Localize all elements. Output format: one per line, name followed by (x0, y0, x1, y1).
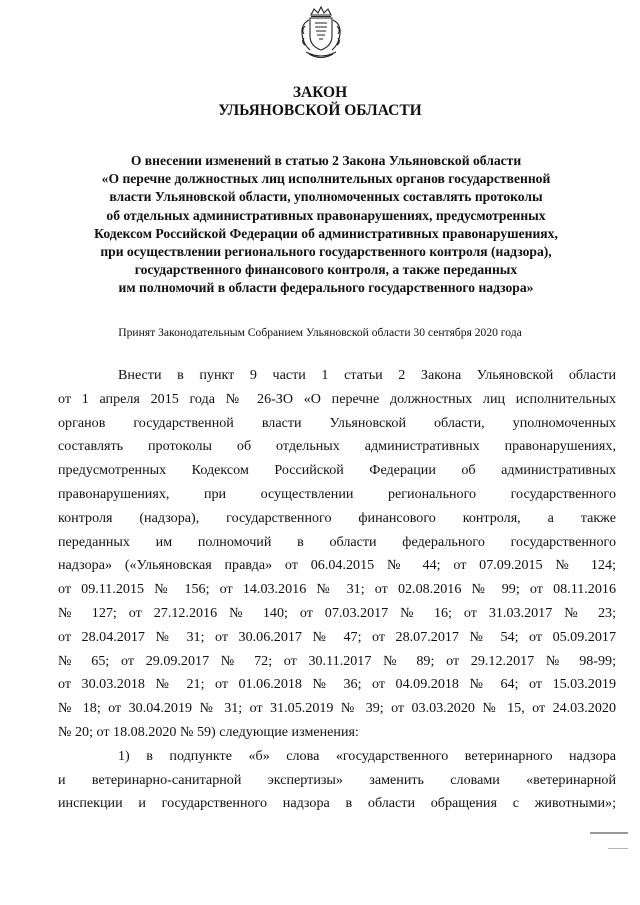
body-line: от 28.04.2017 № 31; от 30.06.2017 № 47; от 28.07.2017 № 54; от 05.09.2017 (58, 628, 616, 645)
law-subject (40, 152, 612, 298)
body-line: органов государственной власти Ульяновской области, уполномоченных (58, 414, 616, 431)
subject-line: им полномочий в области федерального государственного надзора» (118, 280, 534, 296)
law-title-line-1: ЗАКОН (292, 84, 348, 101)
subject-line: «О перечне должностных лиц исполнительных органов государственной (101, 171, 551, 187)
body-line: контроля (надзора), государственного финансового контроля, а также (58, 509, 616, 526)
body-line: переданных им полномочий в области федерального государственного (58, 533, 616, 550)
body-line: 1) в подпункте «б» слова «государственного ветеринарного надзора (118, 747, 616, 764)
scan-artifact (590, 832, 628, 834)
subject-line: Кодексом Российской Федерации об административных правонарушениях, (94, 225, 558, 241)
body-line: составлять протоколы об отдельных административных правонарушениях, (58, 438, 616, 455)
law-title-line-2: УЛЬЯНОВСКОЙ ОБЛАСТИ (218, 102, 422, 119)
body-line: от 30.03.2018 № 21; от 01.06.2018 № 36; от 04.09.2018 № 64; от 15.03.2019 (58, 676, 616, 693)
subject-line: государственного финансового контроля, а также переданных (134, 262, 518, 278)
body-line: предусмотренных Кодексом Российской Федерации об административных (58, 462, 616, 479)
law-title (0, 84, 640, 120)
body-line: и ветеринарно-санитарной экспертизы» заменить словами «ветеринарной (58, 771, 616, 788)
subject-line: власти Ульяновской области, уполномоченных составлять протоколы (109, 189, 543, 205)
body-line: правонарушениях, при осуществлении регионального государственного (58, 485, 616, 502)
body-line: от 1 апреля 2015 года № 26-ЗО «О перечне должностных лиц исполнительных (58, 390, 616, 407)
body-line: надзора» («Ульяновская правда» от 06.04.2015 № 44; от 07.09.2015 № 124; (58, 557, 616, 574)
body-line: от 09.11.2015 № 156; от 14.03.2016 № 31; от 02.08.2016 № 99; от 08.11.2016 (58, 581, 616, 598)
law-body (58, 364, 616, 816)
body-line: инспекции и государственного надзора в области обращения с животными»; (58, 795, 616, 812)
subject-line: об отдельных административных правонарушениях, предусмотренных (106, 207, 546, 223)
subject-line: О внесении изменений в статью 2 Закона Ульяновской области (130, 153, 522, 168)
body-line: № 127; от 27.12.2016 № 140; от 07.03.2017 № 16; от 31.03.2017 № 23; (58, 604, 616, 621)
subject-line: при осуществлении регионального государственного контроля (надзора), (100, 244, 552, 260)
scan-artifact (608, 848, 628, 849)
adoption-note: Принят Законодательным Собранием Ульяновской области 30 сентября 2020 года (118, 326, 522, 339)
body-line: № 65; от 29.09.2017 № 72; от 30.11.2017 № 89; от 29.12.2017 № 98-99; (58, 652, 616, 669)
body-line: Внести в пункт 9 части 1 статьи 2 Закона Ульяновской области (118, 367, 616, 383)
body-line: № 20; от 18.08.2020 № 59) следующие изменения: (58, 723, 359, 740)
body-line: № 18; от 30.04.2019 № 31; от 31.05.2019 № 39; от 03.03.2020 № 15, от 24.03.2020 (58, 700, 616, 717)
coat-of-arms-icon (296, 6, 346, 62)
